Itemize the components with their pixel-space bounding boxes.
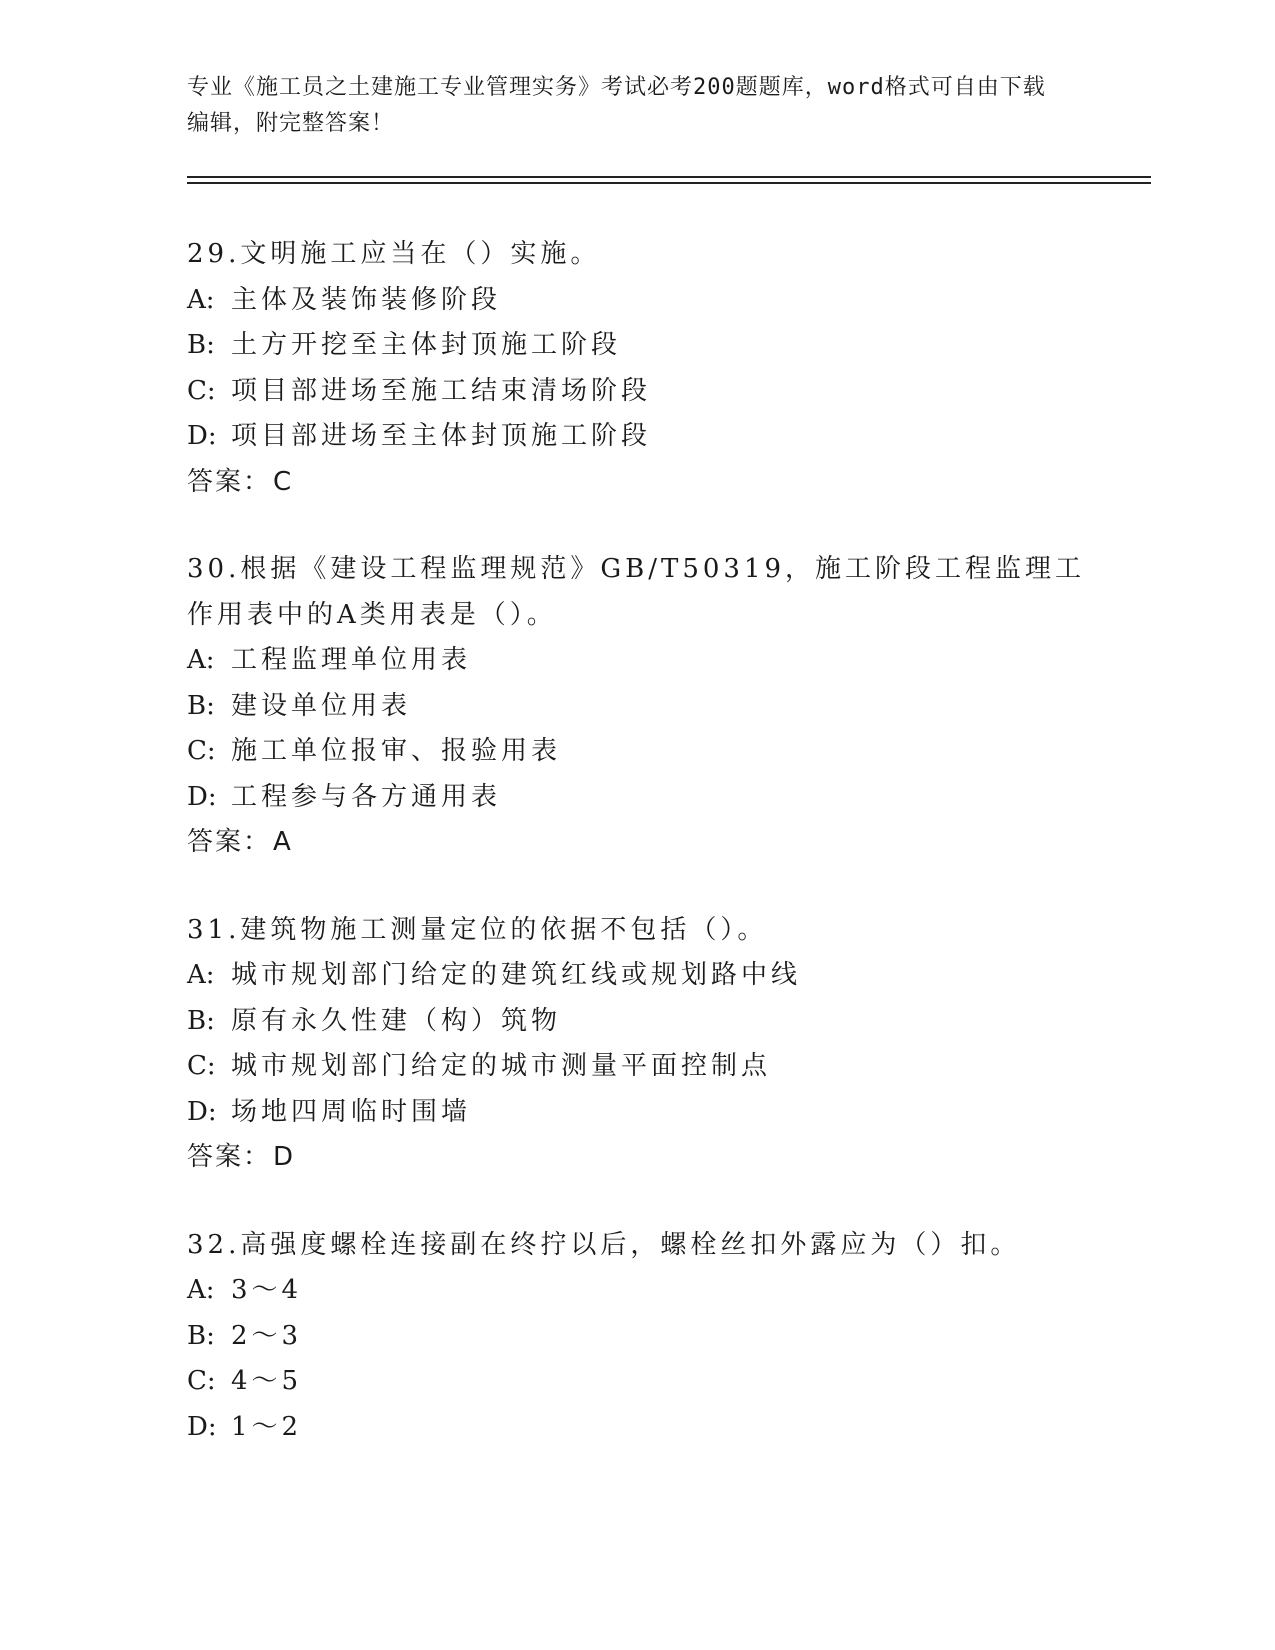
option-key: C: — [187, 1051, 216, 1081]
option-b — [187, 1314, 1087, 1360]
answer-label: 答案： — [187, 1142, 272, 1172]
option-c — [187, 1359, 1087, 1405]
answer — [187, 820, 1087, 866]
option-key: D: — [187, 781, 217, 812]
answer-value: A — [273, 827, 293, 857]
option-text: 原有永久性建（构）筑物 — [231, 1005, 562, 1036]
option-a — [187, 1268, 1087, 1314]
option-text: 场地四周临时围墙 — [231, 1096, 472, 1127]
option-key: A: — [187, 645, 215, 675]
option-key: C: — [187, 736, 216, 766]
option-c — [187, 729, 1087, 775]
question-stem: 32.高强度螺栓连接副在终拧以后，螺栓丝扣外露应为（）扣。 — [187, 1229, 1021, 1260]
option-text: 3～4 — [231, 1275, 303, 1305]
answer-label: 答案： — [187, 827, 272, 857]
option-d — [187, 1090, 1087, 1136]
option-d — [187, 775, 1087, 821]
question-32 — [187, 1223, 1087, 1451]
option-d — [187, 414, 1087, 460]
option-text: 城市规划部门给定的城市测量平面控制点 — [231, 1051, 772, 1081]
answer — [187, 1135, 1087, 1181]
option-key: A: — [187, 960, 215, 990]
option-b — [187, 999, 1087, 1045]
option-a — [187, 638, 1087, 684]
option-c — [187, 369, 1087, 415]
option-c — [187, 1044, 1087, 1090]
option-b — [187, 684, 1087, 730]
question-stem: 30.根据《建设工程监理规范》GB/T50319，施工阶段工程监理工作用表中的A类用表是（）。 — [187, 554, 1086, 630]
option-key: B: — [187, 690, 215, 721]
option-text: 项目部进场至主体封顶施工阶段 — [231, 421, 652, 451]
option-key: D: — [187, 1096, 217, 1127]
option-key: D: — [187, 1411, 217, 1442]
question-31 — [187, 908, 1087, 1181]
option-text: 工程参与各方通用表 — [231, 781, 502, 812]
option-a — [187, 953, 1087, 999]
option-key: A: — [187, 284, 215, 315]
question-30 — [187, 547, 1087, 866]
option-text: 4～5 — [231, 1366, 303, 1396]
option-key: B: — [187, 1320, 215, 1351]
option-text: 主体及装饰装修阶段 — [231, 284, 502, 315]
option-text: 2～3 — [231, 1320, 303, 1351]
question-29 — [187, 232, 1087, 505]
option-text: 建设单位用表 — [231, 690, 412, 721]
option-key: A: — [187, 1275, 215, 1305]
option-key: D: — [187, 421, 217, 451]
option-text: 土方开挖至主体封顶施工阶段 — [231, 330, 622, 360]
answer-label: 答案： — [187, 466, 272, 497]
option-key: B: — [187, 330, 215, 360]
option-text: 施工单位报审、报验用表 — [231, 736, 562, 766]
header-divider-bottom — [187, 182, 1151, 184]
option-key: B: — [187, 1005, 215, 1036]
option-a — [187, 278, 1087, 324]
option-text: 项目部进场至施工结束清场阶段 — [231, 375, 652, 406]
option-key: C: — [187, 1366, 216, 1396]
option-key: C: — [187, 375, 216, 406]
question-stem: 31.建筑物施工测量定位的依据不包括（）。 — [187, 914, 768, 945]
option-b — [187, 323, 1087, 369]
answer-value: D — [273, 1142, 296, 1172]
answer — [187, 460, 1087, 506]
question-list — [187, 232, 1087, 1492]
question-stem: 29.文明施工应当在（）实施。 — [187, 239, 601, 269]
option-text: 工程监理单位用表 — [231, 645, 472, 675]
option-text: 1～2 — [231, 1411, 303, 1442]
option-text: 城市规划部门给定的建筑红线或规划路中线 — [231, 960, 802, 990]
answer-value: C — [273, 466, 294, 497]
document-header: 专业《施工员之土建施工专业管理实务》考试必考200题题库，word格式可自由下载编辑，附完整答案！ — [187, 75, 1046, 136]
option-d — [187, 1405, 1087, 1451]
header-divider-top — [187, 176, 1151, 178]
